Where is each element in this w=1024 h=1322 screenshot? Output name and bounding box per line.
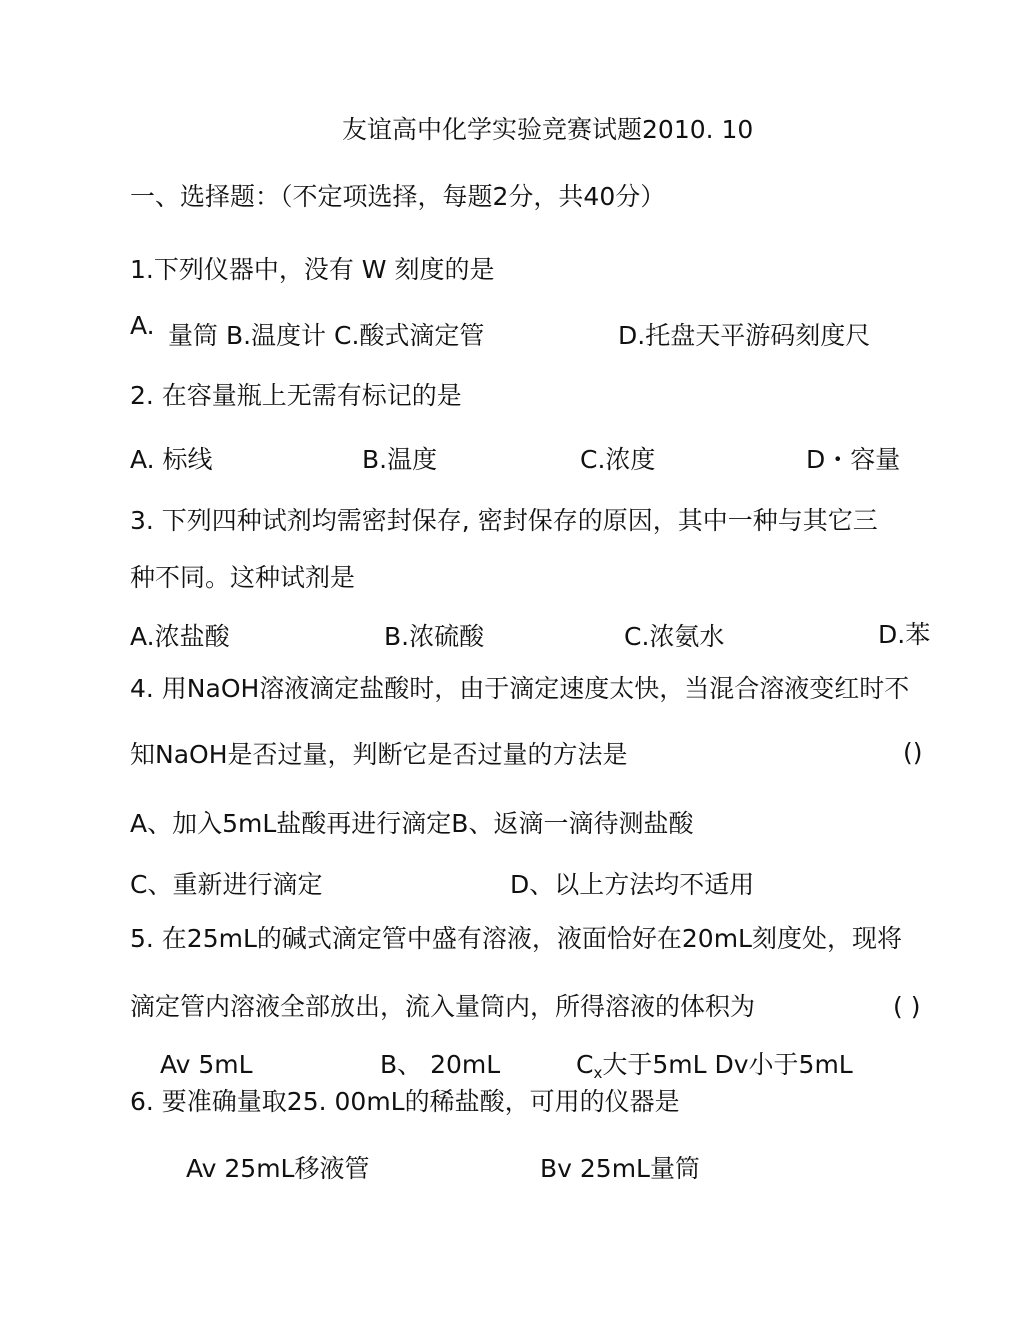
question-4-options-ab: A、加入5mL盐酸再进行滴定B、返滴一滴待测盐酸 <box>130 809 694 838</box>
question-3-option-b: B.浓硫酸 <box>384 622 485 651</box>
question-2-stem: 2. 在容量瓶上无需有标记的是 <box>130 381 462 410</box>
question-3-stem-line-1: 3. 下列四种试剂均需密封保存, 密封保存的原因，其中一种与其它三 <box>130 506 878 535</box>
question-5-option-b: B、 20mL <box>380 1050 501 1079</box>
question-3-option-a: A.浓盐酸 <box>130 622 230 651</box>
question-5-option-c-subscript: x <box>593 1064 603 1082</box>
question-4-stem-line-1: 4. 用NaOH溶液滴定盐酸时，由于滴定速度太快，当混合溶液变红时不 <box>130 674 910 703</box>
question-2-option-a: A. 标线 <box>130 445 213 474</box>
question-5-options-cd <box>576 1052 853 1081</box>
question-3-stem-line-2: 种不同。这种试剂是 <box>130 563 356 592</box>
question-1-option-a-label: A. <box>130 311 155 340</box>
document-title: 友谊高中化学实验竞赛试题2010. 10 <box>342 115 754 144</box>
question-3-option-d: D.苯 <box>878 620 931 649</box>
question-2-option-c: C.浓度 <box>580 445 656 474</box>
question-4-option-c: C、重新进行滴定 <box>130 870 323 899</box>
question-1-stem: 1.下列仪器中，没有 W 刻度的是 <box>130 255 495 284</box>
question-6-option-a: Av 25mL移液管 <box>186 1154 370 1183</box>
question-5-stem-line-2: 滴定管内溶液全部放出，流入量筒内，所得溶液的体积为 <box>130 992 756 1021</box>
question-5-option-c-letter: C <box>576 1050 594 1079</box>
question-5-option-a: Av 5mL <box>160 1050 253 1079</box>
question-1-option-d: D.托盘天平游码刻度尺 <box>618 321 871 350</box>
question-6-stem: 6. 要准确量取25. 00mL的稀盐酸，可用的仪器是 <box>130 1087 680 1116</box>
question-6-option-b: Bv 25mL量筒 <box>540 1154 700 1183</box>
section-heading: 一、选择题：（不定项选择，每题2分，共40分） <box>130 182 666 211</box>
question-4-answer-paren: () <box>903 738 923 767</box>
question-3-option-c: C.浓氨水 <box>624 622 725 651</box>
question-5-stem-line-1: 5. 在25mL的碱式滴定管中盛有溶液，液面恰好在20mL刻度处，现将 <box>130 924 902 953</box>
question-1-options-abc: 量筒 B.温度计 C.酸式滴定管 <box>168 321 485 350</box>
question-4-stem-line-2: 知NaOH是否过量，判断它是否过量的方法是 <box>130 740 628 769</box>
question-5-options-cd-text: 大于5mL Dv小于5mL <box>602 1050 853 1079</box>
question-4-option-d: D、以上方法均不适用 <box>510 870 755 899</box>
question-2-option-d: D・容量 <box>806 445 901 474</box>
question-5-answer-paren: ( ) <box>893 992 921 1021</box>
question-2-option-b: B.温度 <box>362 445 438 474</box>
